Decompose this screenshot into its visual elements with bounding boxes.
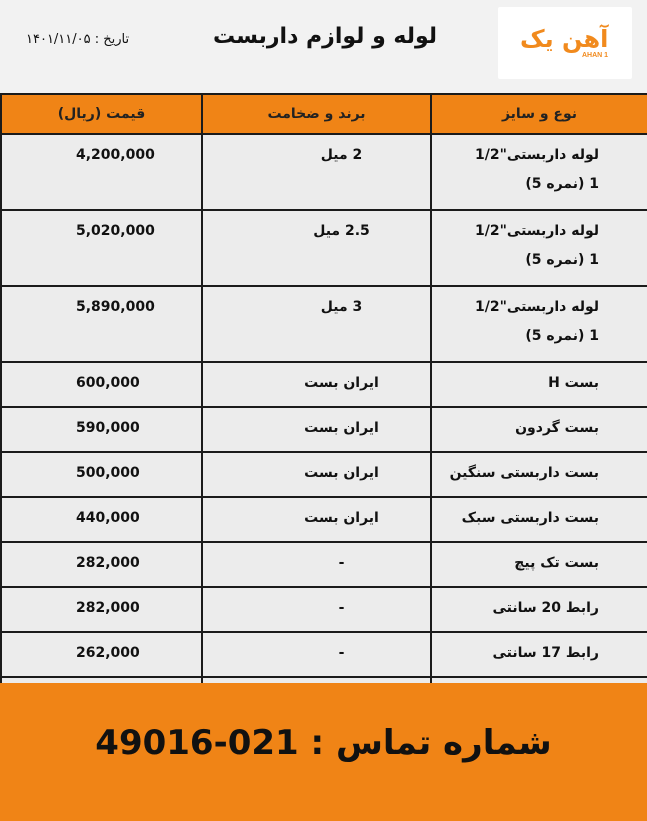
brand-cell: 2 میل	[202, 134, 431, 210]
logo-text: آهن یک	[520, 25, 609, 53]
table-row	[1, 286, 647, 362]
contact-phone: شماره تماس : 021-49016	[95, 723, 552, 763]
logo	[498, 7, 632, 79]
brand-cell: ایران بست	[202, 362, 431, 407]
brand-cell: ایران بست	[202, 497, 431, 542]
table-row	[1, 497, 647, 542]
price-cell: 590,000	[1, 407, 202, 452]
type-cell: بست داربستی سبک	[431, 497, 647, 542]
table-row	[1, 587, 647, 632]
table-row	[1, 542, 647, 587]
date-label: تاریخ : ۱۴۰۱/۱۱/۰۵	[26, 32, 130, 47]
header	[0, 0, 647, 93]
price-cell: 4,200,000	[1, 134, 202, 210]
contact-footer	[0, 683, 647, 821]
type-cell: بست تک پیچ	[431, 542, 647, 587]
type-line-1: لوله داربستی"1/2	[475, 299, 599, 315]
type-cell: بست H	[431, 362, 647, 407]
type-cell	[431, 210, 647, 286]
type-line-2: 1 (نمره 5)	[525, 252, 599, 268]
price-cell: 282,000	[1, 542, 202, 587]
price-cell: 600,000	[1, 362, 202, 407]
type-cell: رابط 17 سانتی	[431, 632, 647, 677]
table-row	[1, 407, 647, 452]
brand-cell: 3 میل	[202, 286, 431, 362]
price-cell: 440,000	[1, 497, 202, 542]
column-header-brand: برند و ضخامت	[202, 94, 431, 134]
brand-cell: -	[202, 587, 431, 632]
type-cell: بست گردون	[431, 407, 647, 452]
price-cell: 262,000	[1, 632, 202, 677]
column-header-type: نوع و سایز	[431, 94, 647, 134]
brand-cell: ایران بست	[202, 407, 431, 452]
table-row	[1, 452, 647, 497]
brand-cell: -	[202, 542, 431, 587]
price-cell: 5,890,000	[1, 286, 202, 362]
type-cell	[431, 286, 647, 362]
type-line-2: 1 (نمره 5)	[525, 176, 599, 192]
price-cell: 500,000	[1, 452, 202, 497]
type-line-1: لوله داربستی"1/2	[475, 147, 599, 163]
price-cell: 282,000	[1, 587, 202, 632]
price-cell: 5,020,000	[1, 210, 202, 286]
price-table	[0, 93, 647, 723]
column-header-price: قیمت (ریال)	[1, 94, 202, 134]
brand-cell: -	[202, 632, 431, 677]
type-line-2: 1 (نمره 5)	[525, 328, 599, 344]
table-row	[1, 210, 647, 286]
table-header-row	[1, 94, 647, 134]
type-cell: بست داربستی سنگین	[431, 452, 647, 497]
page-title: لوله و لوازم داربست	[212, 24, 438, 49]
table-row	[1, 362, 647, 407]
type-cell	[431, 134, 647, 210]
type-line-1: لوله داربستی"1/2	[475, 223, 599, 239]
table-row	[1, 632, 647, 677]
table-row	[1, 134, 647, 210]
brand-cell: 2.5 میل	[202, 210, 431, 286]
brand-cell: ایران بست	[202, 452, 431, 497]
logo-subtext: AHAN 1	[582, 52, 609, 59]
type-cell: رابط 20 سانتی	[431, 587, 647, 632]
